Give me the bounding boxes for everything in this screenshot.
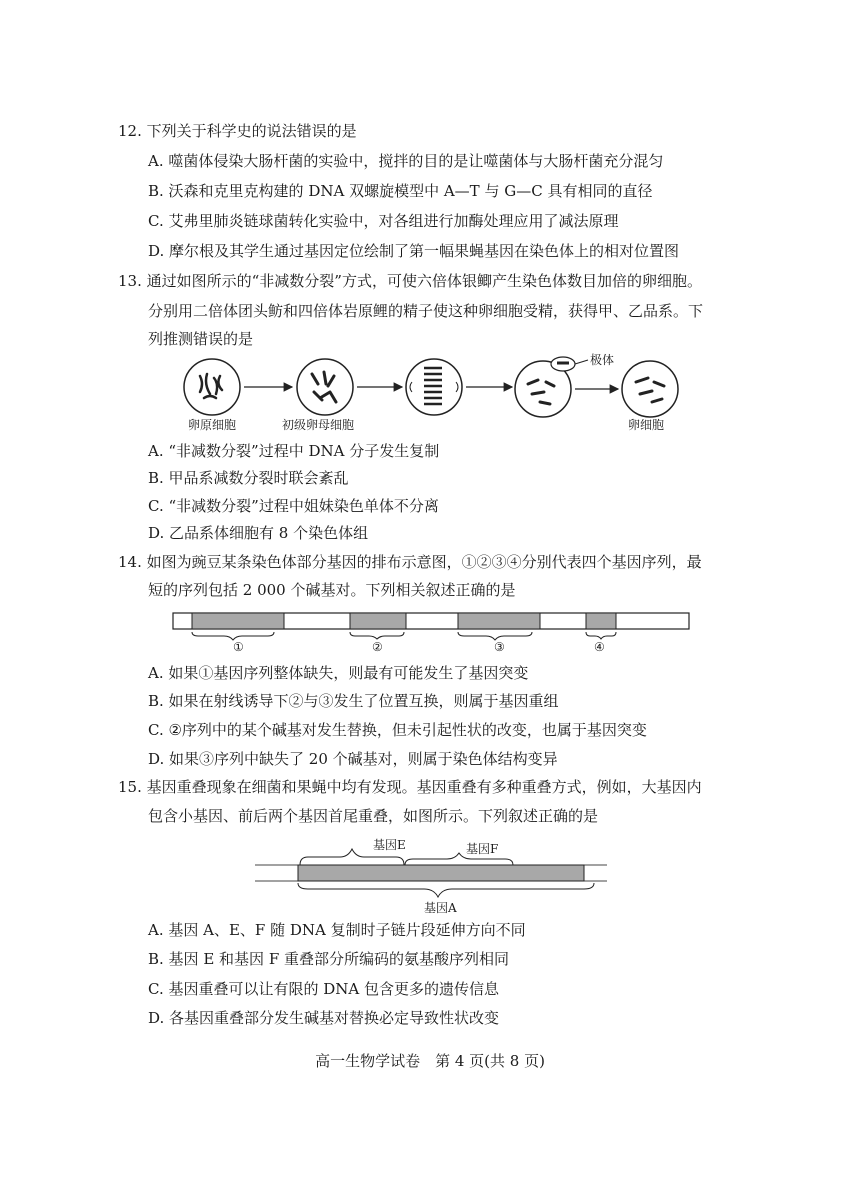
gene-3-label: ③ [494, 640, 505, 654]
q13-option-c: C. “非减数分裂”过程中姐妹染色单体不分离 [148, 497, 439, 515]
q15-option-c: C. 基因重叠可以让有限的 DNA 包含更多的遗传信息 [148, 980, 500, 998]
gene-2-label: ② [372, 640, 383, 654]
q13-stem-line1: 13. 通过如图所示的“非减数分裂”方式，可使六倍体银鲫产生染色体数目加倍的卵细胞。 [118, 272, 702, 290]
gene-4-label: ④ [594, 640, 605, 654]
q12-option-d: D. 摩尔根及其学生通过基因定位绘制了第一幅果蝇基因在染色体上的相对位置图 [148, 242, 680, 260]
primary-oocyte-cell [297, 359, 353, 415]
q12-stem: 12. 下列关于科学史的说法错误的是 [118, 122, 357, 140]
secondary-cell-with-polar-body [515, 357, 588, 417]
q15-option-a: A. 基因 A、E、F 随 DNA 复制时子链片段延伸方向不同 [148, 921, 526, 939]
gene-e-label: 基因E [373, 838, 406, 852]
q13-option-d: D. 乙品系体细胞有 8 个染色体组 [148, 524, 369, 542]
q14-option-d: D. 如果③序列中缺失了 20 个碱基对，则属于染色体结构变异 [148, 750, 558, 768]
oogonium-cell [184, 359, 240, 415]
egg-cell [622, 361, 678, 417]
label-oogonium: 卵原细胞 [188, 418, 237, 432]
q12-option-c: C. 艾弗里肺炎链球菌转化实验中，对各组进行加酶处理应用了减法原理 [148, 212, 619, 230]
gene-1-label: ① [233, 640, 244, 654]
q14-option-c: C. ②序列中的某个碱基对发生替换，但未引起性状的改变，也属于基因突变 [148, 721, 647, 739]
polar-body-label: 极体 [590, 353, 615, 367]
q12-option-b: B. 沃森和克里克构建的 DNA 双螺旋模型中 A—T 与 G—C 具有相同的直径 [148, 182, 653, 200]
q14-option-a: A. 如果①基因序列整体缺失，则最有可能发生了基因突变 [148, 664, 529, 682]
dividing-cell [406, 359, 462, 415]
q15-stem-line2: 包含小基因、前后两个基因首尾重叠，如图所示。下列叙述正确的是 [148, 807, 599, 825]
page-footer: 高一生物学试卷 第 4 页(共 8 页) [315, 1052, 545, 1070]
q13-stem-line2: 分别用二倍体团头鲂和四倍体岩原鲤的精子使这种卵细胞受精，获得甲、乙品系。下 [148, 302, 704, 320]
q14-stem-line2: 短的序列包括 2 000 个碱基对。下列相关叙述正确的是 [148, 581, 516, 599]
gene-f-label: 基因F [466, 842, 499, 856]
q14-stem-line1: 14. 如图为豌豆某条染色体部分基因的排布示意图，①②③④分别代表四个基因序列，最 [118, 553, 702, 571]
q13-option-a: A. “非减数分裂”过程中 DNA 分子发生复制 [148, 442, 440, 460]
label-primary-oocyte: 初级卵母细胞 [282, 418, 355, 432]
q13-stem-line3: 列推测错误的是 [148, 330, 254, 348]
q14-option-b: B. 如果在射线诱导下②与③发生了位置互换，则属于基因重组 [148, 692, 559, 710]
q13-option-b: B. 甲品系减数分裂时联会紊乱 [148, 469, 349, 487]
q15-option-b: B. 基因 E 和基因 F 重叠部分所编码的氨基酸序列相同 [148, 950, 509, 968]
q14-chromosome-figure [170, 610, 692, 640]
label-egg: 卵细胞 [628, 418, 665, 432]
q15-option-d: D. 各基因重叠部分发生碱基对替换必定导致性状改变 [148, 1009, 500, 1027]
q15-stem-line1: 15. 基因重叠现象在细菌和果蝇中均有发现。基因重叠有多种重叠方式，例如，大基因内 [118, 778, 702, 796]
gene-a-label: 基因A [424, 901, 457, 915]
q12-option-a: A. 噬菌体侵染大肠杆菌的实验中，搅拌的目的是让噬菌体与大肠杆菌充分混匀 [148, 152, 664, 170]
q15-gene-overlap-figure [255, 835, 610, 907]
